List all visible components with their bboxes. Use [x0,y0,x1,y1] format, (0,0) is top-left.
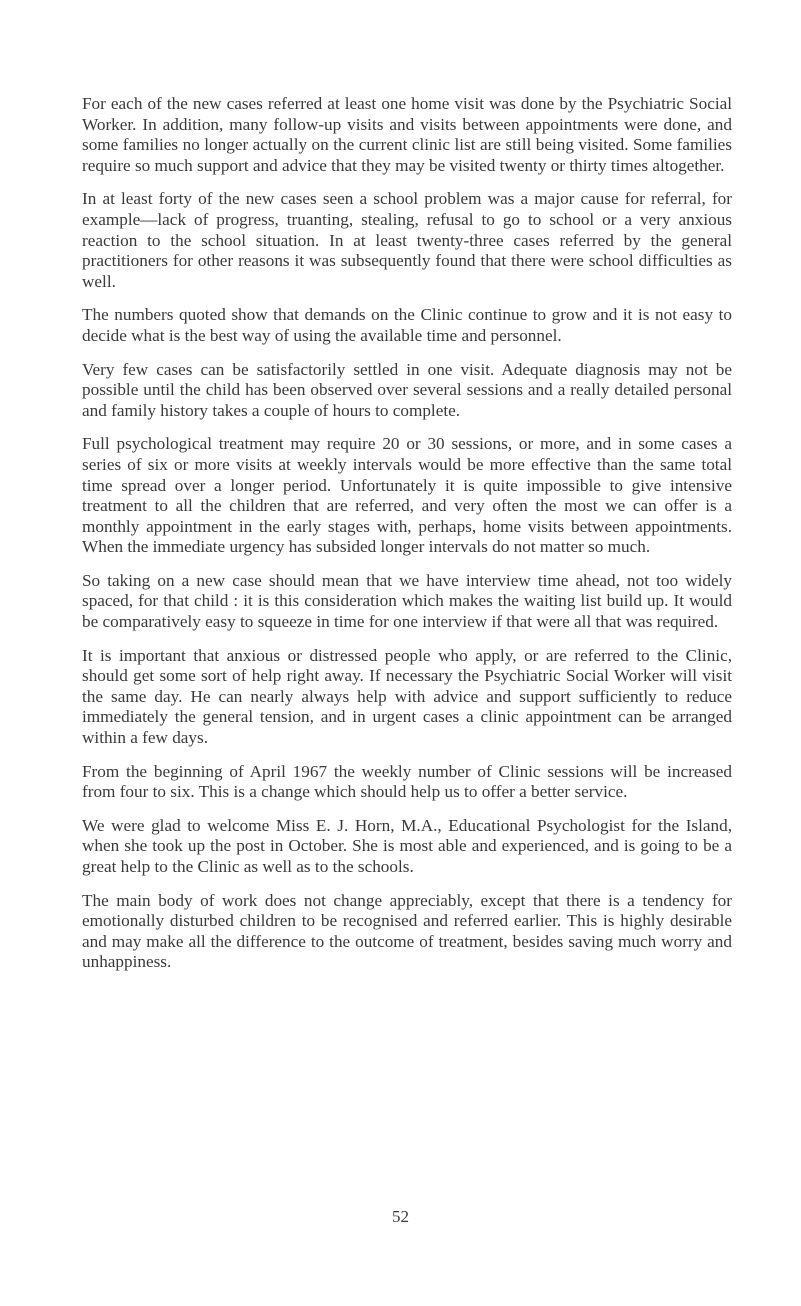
paragraph-urgent-help: It is important that anxious or distressed people who apply, or are referred to the Clinic, should get some sort of help right away. If necessary the Psychiatric Social Worker will visit the same day. He can nearly always help with advice and support sufficiently to reduce immediately the general tension, and in urgent cases a clinic appointment can be arranged within a few days. [82,645,732,748]
paragraph-welcome-psychologist: We were glad to welcome Miss E. J. Horn, M.A., Educational Psychologist for the Island, when she took up the post in October. She is most able and experienced, and is going to be a great help to the Clinic as well as to the schools. [82,815,732,876]
paragraph-school-problems: In at least forty of the new cases seen a school problem was a major cause for referral, for example—lack of progress, truanting, stealing, refusal to go to school or a very anxious reaction to the school situation. In at least twenty-three cases referred by the general practitioners for other reasons it was subsequently found that there were school difficulties as well. [82,189,732,291]
paragraph-sessions-increase: From the beginning of April 1967 the weekly number of Clinic sessions will be increased from four to six. This is a change which should help us to offer a better service. [82,761,732,802]
document-body [82,94,732,986]
paragraph-diagnosis: Very few cases can be satisfactorily settled in one visit. Adequate diagnosis may not be possible until the child has been observed over several sessions and a really detailed personal and family history takes a couple of hours to complete. [82,359,732,420]
paragraph-home-visits: For each of the new cases referred at least one home visit was done by the Psychiatric Social Worker. In addition, many follow-up visits and visits between appointments were done, and some families no longer actually on the current clinic list are still being visited. Some families require so much support and advice that they may be visited twenty or thirty times altogether. [82,94,732,175]
paragraph-treatment: Full psychological treatment may require 20 or 30 sessions, or more, and in some cases a series of six or more visits at weekly intervals would be more effective than the same total time spread over a longer period. Unfortunately it is quite impossible to give intensive treatment to all the children that are referred, and very often the most we can offer is a monthly appointment in the early stages with, perhaps, home visits between appointments. When the immediate urgency has subsided longer intervals do not matter so much. [82,434,732,557]
page-number: 52 [392,1207,409,1226]
paragraph-main-body-of-work: The main body of work does not change appreciably, except that there is a tendency for emotionally disturbed children to be recognised and referred earlier. This is highly desirable and may make all the difference to the outcome of treatment, besides saving much worry and unhappiness. [82,890,732,972]
paragraph-new-case: So taking on a new case should mean that we have interview time ahead, not too widely spaced, for that child : it is this consideration which makes the waiting list build up. It would be comparatively easy to squeeze in time for one interview if that were all that was required. [82,570,732,632]
paragraph-clinic-demands: The numbers quoted show that demands on the Clinic continue to grow and it is not easy to decide what is the best way of using the available time and personnel. [82,305,732,345]
